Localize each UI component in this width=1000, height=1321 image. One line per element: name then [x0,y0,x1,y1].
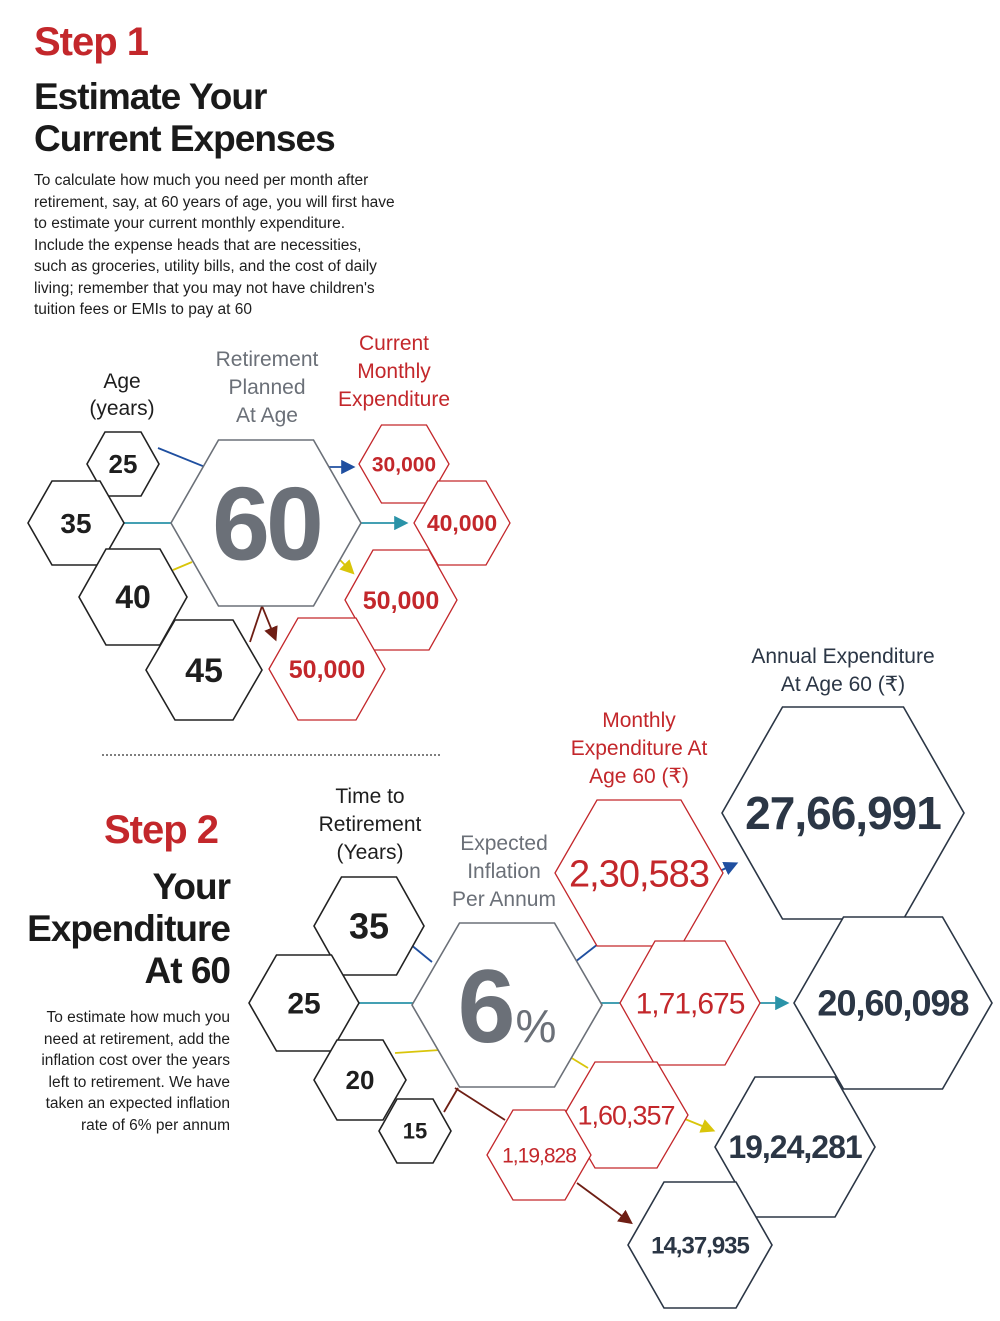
retirement-header-line3: At Age [236,404,298,427]
connector-6-to-160357 [570,1057,588,1068]
connector-15y [444,1088,458,1112]
time-header-line1: Time to [335,785,405,808]
years-hex-35-value: 35 [348,905,390,947]
monthly-header-line1: Monthly [602,709,676,732]
age-header-line1: Age [103,370,141,393]
retirement-header-line2: Planned [228,376,306,399]
annual-hex-1437935-value: 14,37,935 [651,1232,749,1260]
connector-119828-to-annual [577,1183,630,1222]
inflation-unit: % [515,1000,557,1052]
inflation-header-line1: Expected [460,832,548,855]
step2-label: Step 2 [103,808,218,852]
monthly-hex-230583 [555,800,723,946]
time-header-line3: (Years) [336,841,404,864]
step2-heading-line3: At 60 [144,950,230,991]
step2-heading-line1: Your [152,866,230,907]
step1-heading-line1: Estimate Your [34,76,267,117]
annual-hex-2060098-value: 20,60,098 [817,982,969,1024]
age-hex-35-value: 35 [60,507,92,539]
annual-hex-2766991 [722,707,964,919]
expenditure-hex-50000b-value: 50,000 [288,655,366,684]
monthly-hex-171675 [620,941,760,1065]
retirement-header-line1: Retirement [215,348,319,371]
step1-label: Step 1 [34,20,149,64]
annual-header-line1: Annual Expenditure [751,645,935,668]
monthly-header-line2: Expenditure At [570,737,708,760]
annual-hex-2060098 [794,917,992,1089]
monthly-header-line3: Age 60 (₹) [589,765,689,788]
time-header-line2: Retirement [318,813,422,836]
inflation-hex [412,923,602,1087]
years-hex-25-value: 25 [287,987,321,1021]
expenditure-hex-50000a-value: 50,000 [362,586,440,615]
inflation-number: 6 [457,949,516,1065]
annual-header-line2: At Age 60 (₹) [780,673,906,696]
connector-60-to-50000b [250,606,262,642]
monthly-hex-171675-value: 1,71,675 [635,987,745,1021]
expenditure-header-line3: Expenditure [337,388,451,411]
step1-heading-line2: Current Expenses [34,118,335,159]
years-hex-20-value: 20 [345,1065,375,1096]
retirement-age-hex-value: 60 [212,466,320,583]
monthly-hex-160357-value: 1,60,357 [577,1100,675,1131]
step2-heading-line2: Expenditure [27,908,230,949]
age-hex-40-value: 40 [115,579,151,616]
years-hex-15-value: 15 [402,1118,428,1144]
connector-6-to-230583 [575,944,598,962]
connector-40 [173,562,192,570]
monthly-hex-119828-value: 1,19,828 [502,1144,576,1168]
inflation-header-line2: Inflation [467,860,541,883]
age-header-line2: (years) [89,397,155,420]
expenditure-header-line1: Current [358,332,430,355]
annual-hex-2766991-value: 27,66,991 [745,787,941,840]
monthly-hex-230583-value: 2,30,583 [569,853,709,896]
expenditure-hex-30000-value: 30,000 [371,453,437,477]
connector-20y [395,1050,440,1053]
age-hex-25-value: 25 [108,449,138,480]
connector-60-to-50000b-arrow [262,606,275,638]
step2-body: To estimate how much you need at retirement, add the inflation cost over the years left to retirement. We have taken an expected inflation rate of 6% per annum [41,1009,230,1134]
age-hex-45-value: 45 [185,651,223,690]
expenditure-header-line2: Monthly [357,360,431,383]
expenditure-hex-40000-value: 40,000 [426,510,498,537]
inflation-header-line3: Per Annum [452,888,556,911]
connector-6-to-119828 [455,1088,505,1120]
step1-body: To calculate how much you need per month after retirement, say, at 60 years of age, you will first have to estimate your current monthly expenditure. Include the expense heads that are necessities, such as groceries, utility bills, and the cost of daily living; remember that you may not have children's tuition fees or EMIs to pay at 60 [34,172,395,318]
annual-hex-1924281-value: 19,24,281 [728,1129,862,1166]
